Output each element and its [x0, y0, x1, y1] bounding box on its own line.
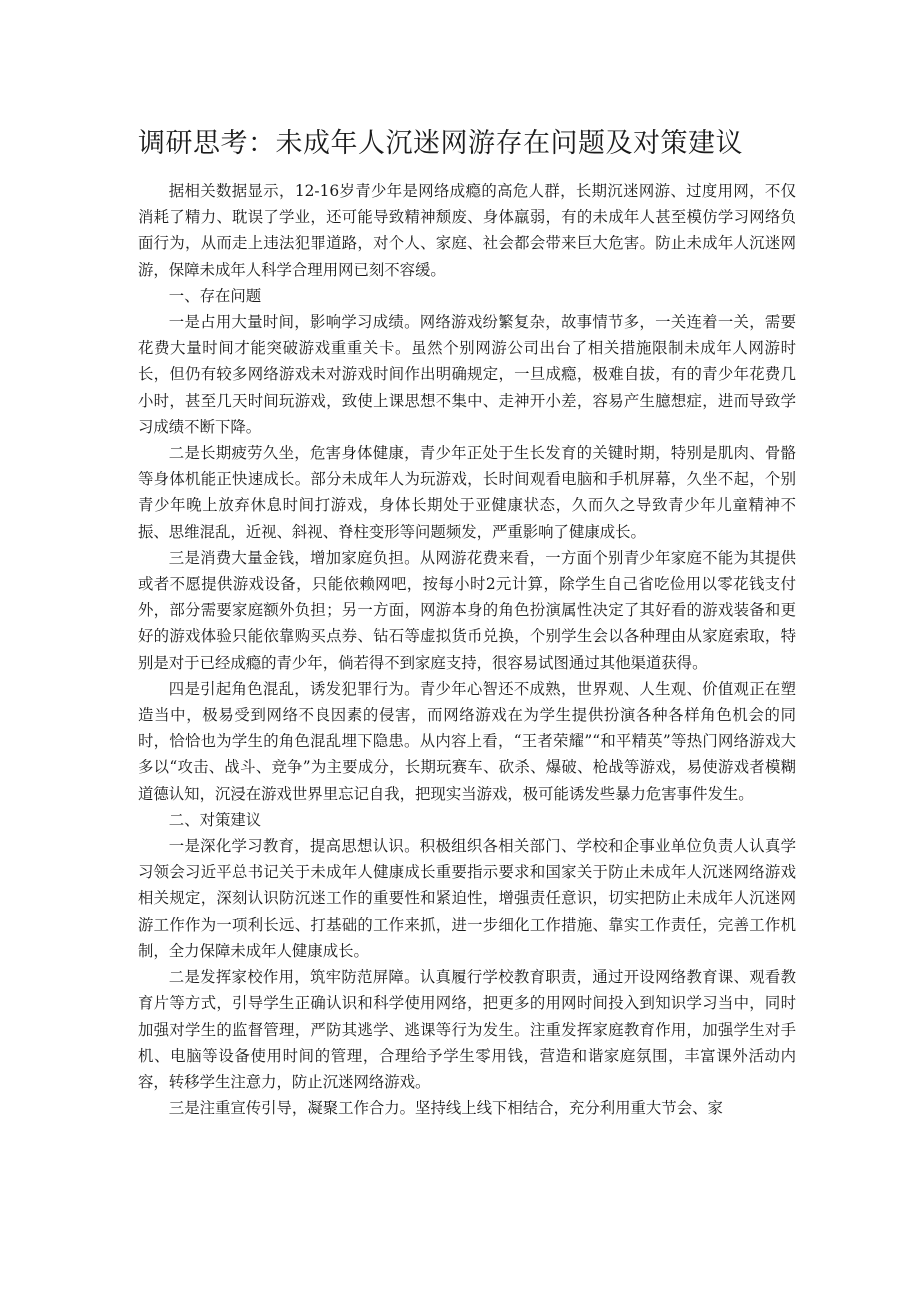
section-heading-suggestions: 二、对策建议 — [168, 810, 262, 829]
intro-paragraph: 据相关数据显示，12-16岁青少年是网络成瘾的高危人群，长期沉迷网游、过度用网，不仅消耗了精力、耽误了学业，还可能导致精神颓废、身体羸弱，有的未成年人甚至模仿学习网络负面行为，从而走上违法犯罪道路，对个人、家庭、社会都会带来巨大危害。防止未成年人沉迷网游，保障未成年人科学合理用网已刻不容缓。 — [138, 182, 796, 279]
problem-paragraph-1: 一是占用大量时间，影响学习成绩。网络游戏纷繁复杂，故事情节多，一关连着一关，需要花费大量时间才能突破游戏重重关卡。虽然个别网游公司出台了相关措施限制未成年人网游时长，但仍有较多网络游戏未对游戏时间作出明确规定，一旦成瘾，极难自拔，有的青少年花费几小时，甚至几天时间玩游戏，致使上课思想不集中、走神开小差，容易产生臆想症，进而导致学习成绩不断下降。 — [138, 313, 796, 436]
problem-paragraph-3: 三是消费大量金钱，增加家庭负担。从网游花费来看，一方面个别青少年家庭不能为其提供或者不愿提供游戏设备，只能依赖网吧，按每小时2元计算，除学生自己省吃俭用以零花钱支付外，部分需要家庭额外负担；另一方面，网游本身的角色扮演属性决定了其好看的游戏装备和更好的游戏体验只能依靠购买点券、钻石等虚拟货币兑换，个别学生会以各种理由从家庭索取，特别是对于已经成瘾的青少年，倘若得不到家庭支持，很容易试图通过其他渠道获得。 — [138, 548, 796, 672]
suggestion-paragraph-3: 三是注重宣传引导，凝聚工作合力。坚持线上线下相结合，充分利用重大节会、家 — [168, 1099, 723, 1118]
suggestion-paragraph-1: 一是深化学习教育，提高思想认识。积极组织各相关部门、学校和企事业单位负责人认真学习领会习近平总书记关于未成年人健康成长重要指示要求和国家关于防止未成年人沉迷网络游戏相关规定，深刻认识防沉迷工作的重要性和紧迫性，增强责任意识，切实把防止未成年人沉迷网游工作作为一项利长远、打基础的工作来抓，进一步细化工作措施、靠实工作责任，完善工作机制，全力保障未成年人健康成长。 — [138, 837, 796, 960]
suggestion-paragraph-2: 二是发挥家校作用，筑牢防范屏障。认真履行学校教育职责，通过开设网络教育课、观看教育片等方式，引导学生正确认识和科学使用网络，把更多的用网时间投入到知识学习当中，同时加强对学生的监督管理，严防其逃学、逃课等行为发生。注重发挥家庭教育作用，加强学生对手机、电脑等设备使用时间的管理，合理给予学生零用钱，营造和谐家庭氛围，丰富课外活动内容，转移学生注意力，防止沉迷网络游戏。 — [138, 968, 796, 1091]
document-title: 调研思考：未成年人沉迷网游存在问题及对策建议 — [138, 128, 743, 159]
problem-paragraph-2: 二是长期疲劳久坐，危害身体健康，青少年正处于生长发育的关键时期，特别是肌肉、骨骼等身体机能正快速成长。部分未成年人为玩游戏，长时间观看电脑和手机屏幕，久坐不起，个别青少年晚上放弃休息时间打游戏，身体长期处于亚健康状态，久而久之导致青少年儿童精神不振、思维混乱，近视、斜视、脊柱变形等问题频发，严重影响了健康成长。 — [138, 444, 796, 541]
section-heading-problems: 一、存在问题 — [168, 286, 262, 305]
problem-paragraph-4: 四是引起角色混乱，诱发犯罪行为。青少年心智还不成熟，世界观、人生观、价值观正在塑造当中，极易受到网络不良因素的侵害，而网络游戏在为学生提供扮演各种各样角色机会的同时，恰恰也为学生的角色混乱埋下隐患。从内容上看，“王者荣耀”“和平精英”等热门网络游戏大多以“攻击、战斗、竞争”为主要成分，长期玩赛车、砍杀、爆破、枪战等游戏，易使游戏者模糊道德认知，沉浸在游戏世界里忘记自我，把现实当游戏，极可能诱发些暴力危害事件发生。 — [138, 679, 796, 803]
document-page — [138, 124, 796, 1121]
